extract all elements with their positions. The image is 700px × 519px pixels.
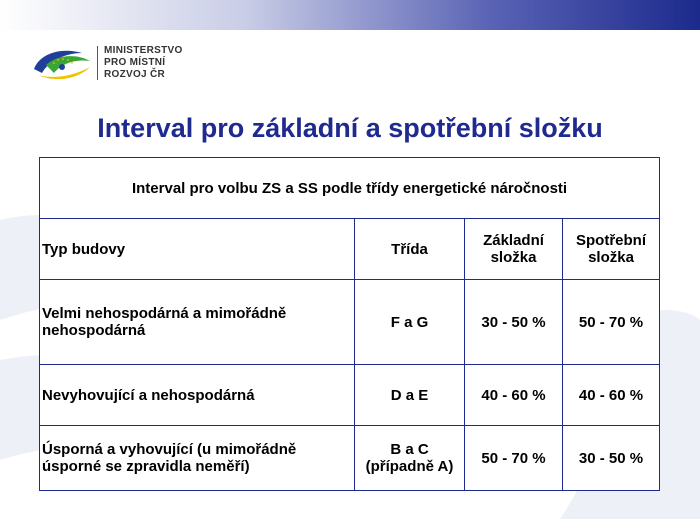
cell-basic: 50 - 70 % xyxy=(465,426,563,491)
cell-consumption: 50 - 70 % xyxy=(563,280,660,365)
ministry-name xyxy=(104,45,183,81)
ministry-name-line: PRO MÍSTNÍ xyxy=(104,57,166,68)
table-caption: Interval pro volbu ZS a SS podle třídy energetické náročnosti xyxy=(40,158,660,219)
table-row xyxy=(40,365,660,426)
cell-basic: 40 - 60 % xyxy=(465,365,563,426)
logo-divider xyxy=(97,46,98,80)
cell-type: Velmi nehospodárná a mimořádně nehospodárná xyxy=(40,280,355,365)
page-title: Interval pro základní a spotřební složku xyxy=(97,113,603,143)
header-type: Typ budovy xyxy=(40,219,355,280)
cell-class-line: D a E xyxy=(390,386,429,404)
cell-type: Úsporná a vyhovující (u mimořádně úsporné se zpravidla neměří) xyxy=(40,426,355,491)
table-row xyxy=(40,280,660,365)
cell-class-line: (případně A) xyxy=(365,458,454,475)
header-basic-line: složka xyxy=(490,249,537,266)
cell-basic: 30 - 50 % xyxy=(465,280,563,365)
cell-consumption: 40 - 60 % xyxy=(563,365,660,426)
cell-class xyxy=(355,280,465,365)
table-caption-row xyxy=(40,158,660,219)
cell-type: Nevyhovující a nehospodárná xyxy=(40,365,355,426)
cell-class xyxy=(355,426,465,491)
ministry-logo-icon xyxy=(32,43,94,83)
cell-consumption: 30 - 50 % xyxy=(563,426,660,491)
header-basic xyxy=(465,219,563,280)
header-class: Třída xyxy=(355,219,465,280)
header-consumption-line: složka xyxy=(588,249,634,266)
table-row xyxy=(40,426,660,491)
header-consumption xyxy=(563,219,660,280)
header-consumption-line: Spotřební xyxy=(576,232,647,249)
cell-class-line: B a C xyxy=(390,441,429,458)
ministry-name-line: MINISTERSTVO xyxy=(104,45,183,56)
cell-class-line: F a G xyxy=(390,313,429,331)
interval-table xyxy=(39,157,660,491)
cell-class xyxy=(355,365,465,426)
ministry-name-line: ROZVOJ ČR xyxy=(104,69,166,80)
table-header-row xyxy=(40,219,660,280)
header-basic-line: Základní xyxy=(483,232,544,249)
